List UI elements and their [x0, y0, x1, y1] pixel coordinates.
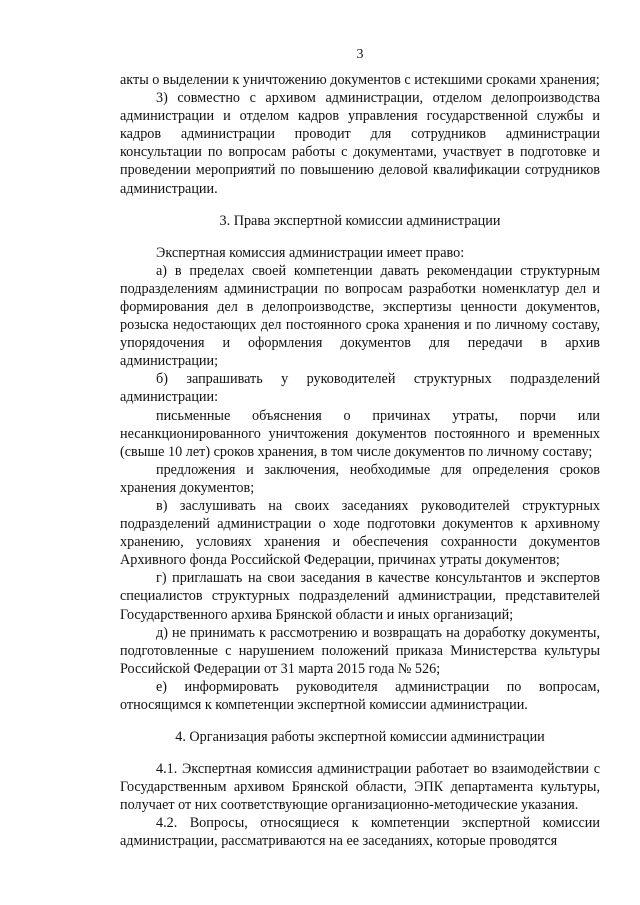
document-page [120, 46, 600, 851]
paragraph-item-3: 3) совместно с архивом администрации, отделом делопроизводства администрации и отделом кадров управления государственной службы и кадров администрации проводит для сотрудников администрации консультации по вопросам работы с документами, участвует в подготовке и проведении мероприятий по повышению деловой квалификации сотрудников администрации. [120, 90, 600, 197]
page-number: 3 [356, 47, 364, 62]
paragraph-right-e: е) информировать руководителя администрации по вопросам, относящимся к компетенции экспертной комиссии администрации. [120, 678, 600, 713]
paragraph-continuation: акты о выделении к уничтожению документов с истекшими сроками хранения; [120, 72, 600, 88]
paragraph-right-b: б) запрашивать у руководителей структурных подразделений администрации: [120, 371, 600, 406]
paragraph-4-1: 4.1. Экспертная комиссия администрации работает во взаимодействии с Государственным архивом Брянской области, ЭПК департамента культуры, получает от них соответствующие организационно-методические указания. [120, 761, 600, 814]
paragraph-4-2: 4.2. Вопросы, относящиеся к компетенции экспертной комиссии администрации, рассматриваются на ее заседаниях, которые проводятся [120, 815, 600, 850]
paragraph-right-g: г) приглашать на свои заседания в качестве консультантов и экспертов специалистов структурных подразделений администрации, представителей Государственного архива Брянской области и иных организаций; [120, 570, 600, 623]
paragraph-right-a: а) в пределах своей компетенции давать рекомендации структурным подразделениям администрации по вопросам разработки номенклатур дел и формирования дел в делопроизводстве, экспертизы ценности документов, розыска недостающих дел постоянного срока хранения и по личному составу, упорядочения и оформления документов для передачи в архив администрации; [120, 262, 600, 370]
section-heading-4: 4. Организация работы экспертной комиссии администрации [175, 729, 545, 746]
paragraph-intro-rights: Экспертная комиссия администрации имеет право: [156, 244, 465, 261]
paragraph-right-v: в) заслушивать на своих заседаниях руководителей структурных подразделений администрации о ходе подготовки документов к архивному хранению, условиях хранения и обеспечения сохранности документов Архивного фонда Российской Федерации, причинах утраты документов; [120, 497, 600, 569]
paragraph-right-b-explanations: письменные объяснения о причинах утраты, порчи или несанкционированного уничтожения документов постоянного и временных (свыше 10 лет) сроков хранения, в том числе документов по личному составу; [120, 407, 600, 460]
paragraph-right-d: д) не принимать к рассмотрению и возвращать на доработку документы, подготовленные с нарушением положений приказа Министерства культуры Российской Федерации от 31 марта 2015 года № 526; [120, 624, 600, 677]
paragraph-right-b-proposals: предложения и заключения, необходимые для определения сроков хранения документов; [120, 461, 600, 496]
section-heading-3: 3. Права экспертной комиссии администрации [219, 212, 501, 229]
